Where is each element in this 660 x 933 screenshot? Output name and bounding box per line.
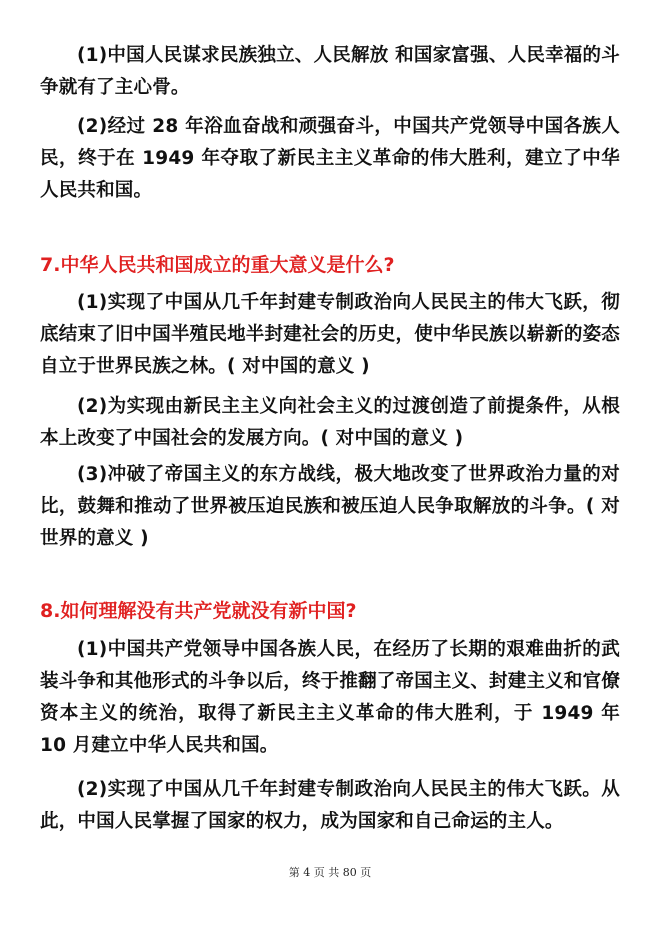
paragraph-top-2: (2)经过 28 年浴血奋战和顽强奋斗，中国共产党领导中国各族人民，终于在 1949 年夺取了新民主主义革命的伟大胜利，建立了中华人民共和国。	[40, 116, 620, 201]
page-footer: 第 4 页 共 80 页	[288, 866, 372, 879]
section-7-paragraph-2: (2)为实现由新民主主义向社会主义的过渡创造了前提条件，从根本上改变了中国社会的发展方向。( 对中国的意义 )	[40, 396, 620, 449]
paragraph-top-1: (1)中国人民谋求民族独立、人民解放 和国家富强、人民幸福的斗争就有了主心骨。	[40, 45, 620, 98]
section-8-paragraph-2: (2)实现了中国从几千年封建专制政治向人民民主的伟大飞跃。从此，中国人民掌握了国家的权力，成为国家和自己命运的主人。	[40, 779, 620, 832]
section-8-paragraph-1: (1)中国共产党领导中国各族人民，在经历了长期的艰难曲折的武装斗争和其他形式的斗争以后，终于推翻了帝国主义、封建主义和官僚资本主义的统治，取得了新民主主义革命的伟大胜利，于 1949 年 10 月建立中华人民共和国。	[40, 639, 620, 756]
section-7-paragraph-3: (3)冲破了帝国主义的东方战线，极大地改变了世界政治力量的对比，鼓舞和推动了世界被压迫民族和被压迫人民争取解放的斗争。( 对世界的意义 )	[40, 464, 620, 549]
section-7-paragraph-1: (1)实现了中国从几千年封建专制政治向人民民主的伟大飞跃，彻底结束了旧中国半殖民地半封建社会的历史，使中华民族以崭新的姿态自立于世界民族之林。( 对中国的意义 )	[40, 292, 620, 377]
section-8-heading: 8.如何理解没有共产党就没有新中国?	[40, 600, 357, 622]
section-7-heading: 7.中华人民共和国成立的重大意义是什么?	[40, 254, 395, 276]
